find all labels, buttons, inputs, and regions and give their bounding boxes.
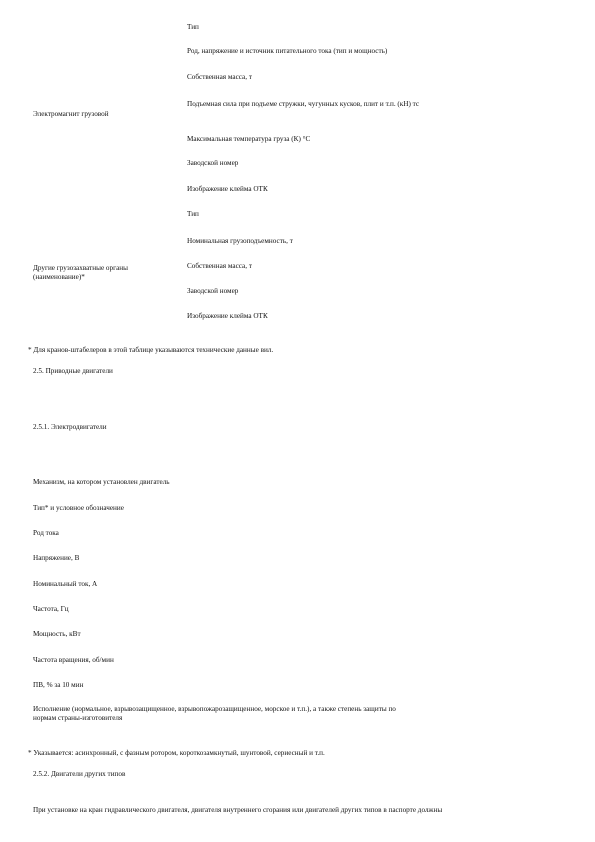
- motor-field-voltage: Напряжение, В: [33, 554, 80, 562]
- section-other-heading: 2.5.2. Двигатели других типов: [33, 770, 126, 778]
- magnet-item-lift-force: Подъемная сила при подъеме стружки, чугунных кусков, плит и т.п. (кН) тс: [187, 100, 420, 108]
- magnet-item-mass: Собственная масса, т: [187, 73, 252, 81]
- other-item-capacity: Номинальная грузоподъемность, т: [187, 237, 293, 245]
- other-row-label: Другие грузозахватные органы (наименование)*: [33, 264, 128, 281]
- motor-field-type: Тип* и условное обозначение: [33, 504, 124, 512]
- motor-field-rpm: Частота вращения, об/мин: [33, 656, 114, 664]
- other-item-serial: Заводской номер: [187, 287, 239, 295]
- footnote-motor-type: * Указывается: асинхронный, с фазным ротором, короткозамкнутый, шунтовой, сериесный и т.п.: [28, 749, 325, 757]
- magnet-item-serial: Заводской номер: [187, 159, 239, 167]
- motor-field-mechanism: Механизм, на котором установлен двигатель: [33, 478, 170, 486]
- other-item-stamp: Изображение клейма ОТК: [187, 312, 268, 320]
- motor-field-duty-cycle: ПВ, % за 10 мин: [33, 681, 84, 689]
- magnet-item-current: Род, напряжение и источник питательного тока (тип и мощность): [187, 47, 388, 55]
- magnet-row-label: Электромагнит грузовой: [33, 110, 109, 118]
- magnet-item-stamp: Изображение клейма ОТК: [187, 185, 268, 193]
- other-item-type: Тип: [187, 210, 199, 218]
- motor-field-nominal-current: Номинальный ток, А: [33, 580, 98, 588]
- motor-field-execution: Исполнение (нормальное, взрывозащищенное, взрывопожарозащищенное, морское и т.п.), а также степень защиты по нормам страны-изготовителя: [33, 705, 396, 722]
- motor-field-frequency: Частота, Гц: [33, 605, 69, 613]
- other-item-mass: Собственная масса, т: [187, 262, 252, 270]
- motor-field-current-kind: Род тока: [33, 529, 59, 537]
- motor-field-power: Мощность, кВт: [33, 630, 81, 638]
- magnet-item-type: Тип: [187, 23, 199, 31]
- footnote-stacker: * Для кранов-штабелеров в этой таблице указываются технические данные вил.: [28, 346, 274, 354]
- magnet-item-max-temp: Максимальная температура груза (К) °С: [187, 135, 311, 143]
- section-electric-heading: 2.5.1. Электродвигатели: [33, 423, 107, 431]
- section-drives-heading: 2.5. Приводные двигатели: [33, 367, 113, 375]
- final-paragraph: При установке на кран гидравлического двигателя, двигателя внутреннего сгорания или двигателей других типов в паспорте должны: [33, 806, 443, 814]
